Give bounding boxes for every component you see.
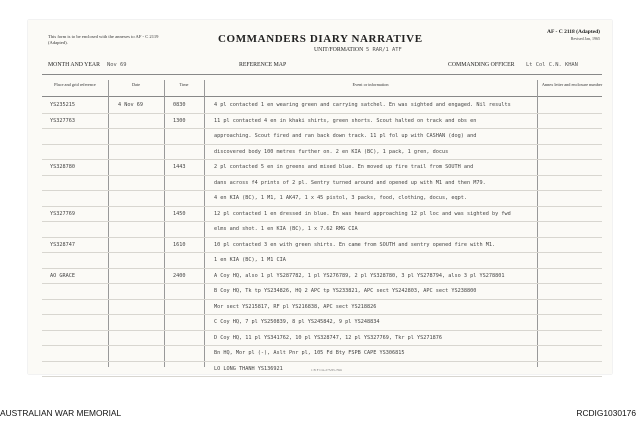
commanding-officer-value: Lt Col C.N. KHAN <box>526 62 578 68</box>
place-cell: YS327769 <box>50 210 75 217</box>
event-cell: 2 pl contacted 5 en in greens and mixed blue. En moved up fire trail from SOUTH and <box>214 164 474 170</box>
diary-entry-row <box>42 159 602 176</box>
diary-entry-row <box>42 237 602 254</box>
diary-entry-row <box>42 113 602 130</box>
diary-entry-row <box>42 128 602 145</box>
time-cell: 1610 <box>173 241 186 248</box>
unit-label: UNIT/FORMATION <box>314 47 364 53</box>
place-cell: YS327763 <box>50 117 75 124</box>
event-cell: Mor sect YS215817, RF pl YS216838, APC sect YS218826 <box>214 303 377 310</box>
diary-entry-row <box>42 330 602 347</box>
time-cell: 1450 <box>173 210 186 217</box>
reference-map-label: REFERENCE MAP <box>239 62 287 68</box>
print-code: 1 B F Ctn-275/65-70m <box>311 368 342 372</box>
event-cell: LO LONG THANH YS136921 <box>214 365 283 372</box>
diary-entry-row <box>42 144 602 161</box>
diary-sheet <box>28 20 612 374</box>
event-cell: C Coy HQ, 7 pl YS250839, 8 pl YS245842, 9 pl YS248834 <box>214 319 380 325</box>
event-cell: approaching. Scout fired and ran back down track. 11 pl fol up with CASHAN (dog) and <box>214 133 477 139</box>
enclosure-notice: This form is to be enclosed with the annexes to AF - C 2119 (Adapted). <box>48 34 159 45</box>
time-cell: 2400 <box>173 272 186 279</box>
archive-reference: RCDIG1030176 <box>576 408 636 418</box>
event-cell: dans across f4 prints of 2 pl. Sentry turned around and opened up with M1 and then M79. <box>214 179 486 186</box>
form-number: AF - C 2118 (Adapted) <box>547 29 600 35</box>
column-header-annex: Annex letter and enclosure number <box>541 82 603 87</box>
time-cell: 0830 <box>173 102 186 108</box>
column-header-place: Place and grid reference <box>54 82 96 87</box>
column-header-time: Time <box>179 82 189 87</box>
event-cell: 1 en KIA (BC), 1 M1 CIA <box>214 257 286 263</box>
diary-entry-row <box>42 283 602 300</box>
month-year-label: MONTH AND YEAR <box>48 62 100 68</box>
form-revision: Revised Jan, 1965 <box>570 36 600 41</box>
event-cell: 4 en KIA (BC), 1 M1, 1 AK47, 1 x 45 pistol, 3 packs, food, clothing, docus, eqpt. <box>214 195 467 201</box>
event-cell: 12 pl contacted 1 en dressed in blue. En was heard approaching 12 pl loc and was sighted by fwd <box>214 210 511 217</box>
place-cell: YS328780 <box>50 164 75 170</box>
column-header-date: Date <box>131 82 141 87</box>
unit-value: 5 RAR/1 ATF <box>366 47 402 53</box>
page-title: COMMANDERS DIARY NARRATIVE <box>218 33 423 45</box>
diary-entry-row <box>42 206 602 223</box>
column-header-event: Event or information <box>352 82 389 87</box>
month-year-value: Nov 69 <box>107 62 127 68</box>
date-cell: 4 Nov 69 <box>118 102 143 108</box>
event-cell: A Coy HQ, also 1 pl YS287782, 1 pl YS276789, 2 pl YS328780, 3 pl YS278794, also 3 pl YS278801 <box>214 272 505 279</box>
event-cell: D Coy HQ, 11 pl YS341762, 10 pl YS328747, 12 pl YS327769, Tkr pl YS271876 <box>214 334 442 341</box>
event-cell: B Coy HQ, Tk tp YS234826, HQ 2 APC tp YS233821, APC sect YS242803, APC sect YS238800 <box>214 288 477 294</box>
diary-entry-row <box>42 252 602 269</box>
event-cell: 11 pl contacted 4 en in khaki shirts, green shorts. Scout halted on track and obs en <box>214 117 477 124</box>
diary-entry-row <box>42 299 602 316</box>
diary-entry-row <box>42 345 602 362</box>
time-cell: 1300 <box>173 117 186 124</box>
event-cell: Bn HQ, Mor pl (-), Aslt Pnr pl, 105 Fd Bty FSPB CAPE YS306815 <box>214 350 405 356</box>
event-cell: elms and shot. 1 en KIA (BC), 1 x 7.62 RMG CIA <box>214 226 358 232</box>
event-cell: 4 pl contacted 1 en wearing green and carrying satchel. En was sighted and engaged. Nil results <box>214 102 511 108</box>
event-cell: 10 pl contacted 3 en with green shirts. En came from SOUTH and sentry opened fire with M1. <box>214 241 496 248</box>
archive-credit: AUSTRALIAN WAR MEMORIAL <box>0 408 122 418</box>
place-cell: YS328747 <box>50 241 75 248</box>
diary-entry-row <box>42 97 602 114</box>
diary-entry-row <box>42 268 602 285</box>
place-cell: AO GRACE <box>50 272 75 279</box>
place-cell: YS235215 <box>50 102 75 108</box>
time-cell: 1443 <box>173 164 186 170</box>
diary-entry-row <box>42 190 602 207</box>
diary-entry-row <box>42 221 602 238</box>
event-cell: discovered body 100 metres further on. 2 en KIA (BC), 1 pack, 1 gren, docus <box>214 148 449 155</box>
header-top-rule <box>42 74 602 75</box>
diary-entry-row <box>42 314 602 331</box>
diary-entry-row <box>42 175 602 192</box>
commanding-officer-label: COMMANDING OFFICER <box>448 62 515 68</box>
